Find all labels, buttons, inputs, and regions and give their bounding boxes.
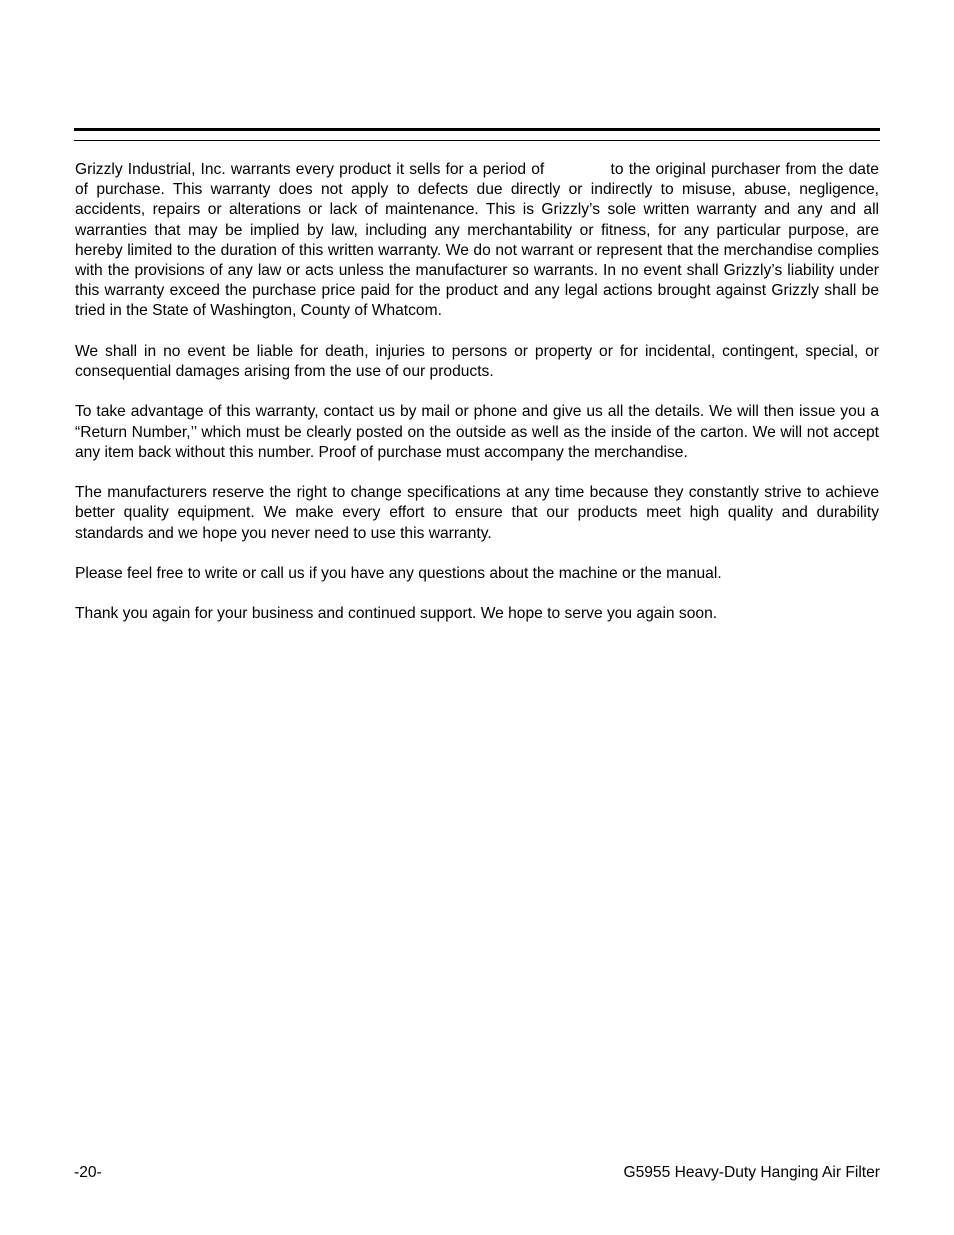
warranty-paragraph-1-start: Grizzly Industrial, Inc. warrants every product it sells for a period of [75, 161, 545, 178]
warranty-paragraph-6: Thank you again for your business and continued support. We hope to serve you again soon. [75, 605, 718, 623]
warranty-paragraph-3: To take advantage of this warranty, contact us by mail or phone and give us all the details. We will then issue you a “Return Number,’’ which must be clearly posted on the outside as well as the inside of the carton. We will not accept any item back without this number. Proof of purchase must accompany the merchandise. [75, 403, 879, 461]
page-number: -20- [74, 1164, 102, 1181]
warranty-paragraph-1 [75, 160, 879, 322]
warranty-paragraph-4: The manufacturers reserve the right to change specifications at any time because they constantly strive to achieve better quality equipment. We make every effort to ensure that our products meet high quality and durability standards and we hope you never need to use this warranty. [75, 484, 879, 542]
header-rule-thin [74, 140, 880, 141]
warranty-paragraph-5: Please feel free to write or call us if you have any questions about the machine or the manual. [75, 565, 722, 582]
warranty-paragraph-1-end: to the original purchaser from the date of purchase. This warranty does not apply to defects due directly or indirectly to misuse, abuse, negligence, accidents, repairs or alterations or lack of maintenance. This is Grizzly’s sole written warranty and any and all warranties that may be implied by law, including any merchantability or fitness, for any particular purpose, are hereby limited to the duration of this written warranty. We do not warrant or represent that the merchandise complies with the provisions of any law or acts unless the manufacturer so warrants. In no event shall Grizzly’s liability under this warranty exceed the purchase price paid for the product and any legal actions brought against Grizzly shall be tried in the State of Washington, County of Whatcom. [75, 161, 879, 320]
warranty-paragraph-2: We shall in no event be liable for death, injuries to persons or property or for incidental, contingent, special, or consequential damages arising from the use of our products. [75, 342, 879, 381]
footer-model-title: G5955 Heavy-Duty Hanging Air Filter [623, 1164, 880, 1181]
warranty-body [75, 160, 879, 645]
header-rule-thick [74, 128, 880, 131]
